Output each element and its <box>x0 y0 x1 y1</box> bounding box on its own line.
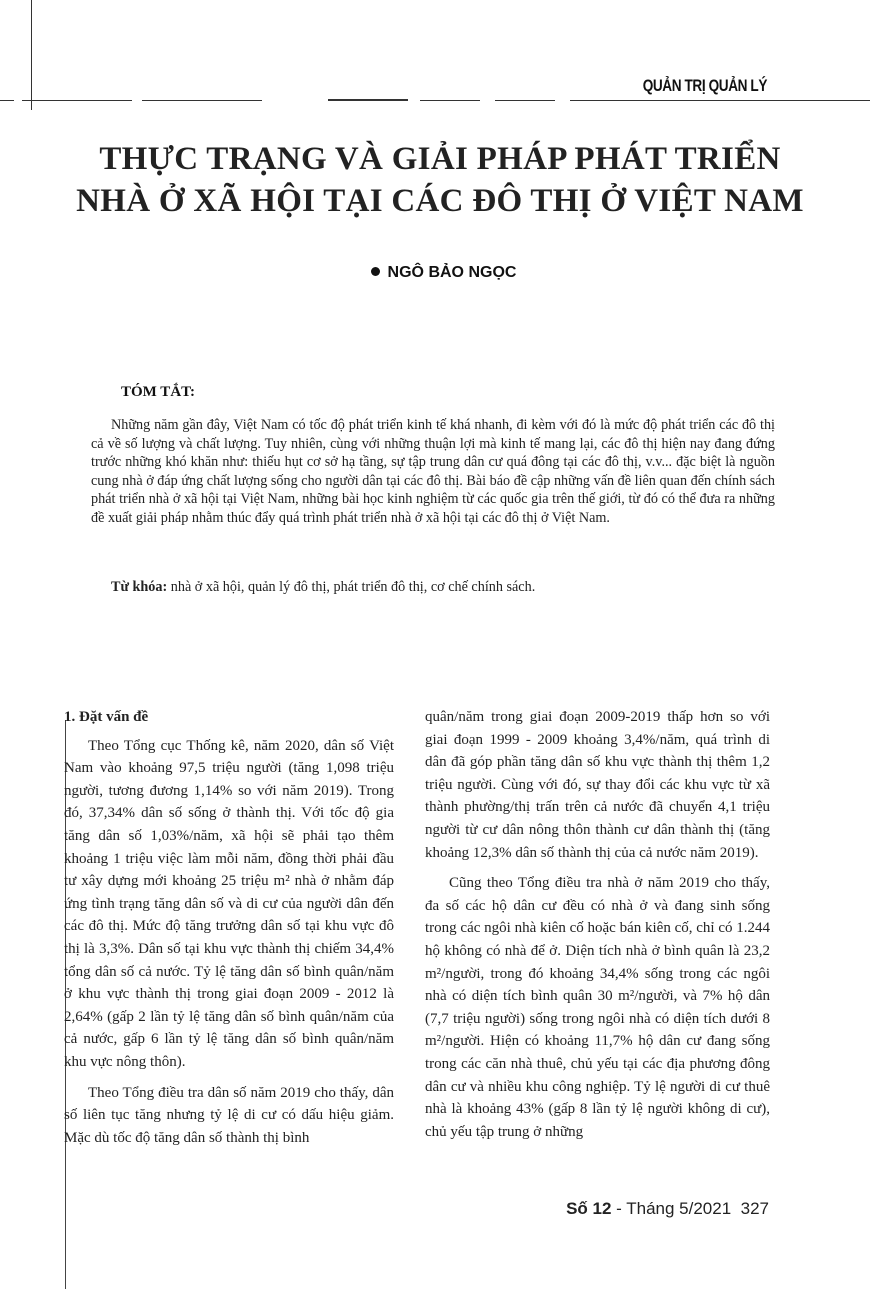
article-title <box>40 138 840 222</box>
section-label: QUẢN TRỊ QUẢN LÝ <box>642 76 767 95</box>
author-byline <box>0 264 887 282</box>
abstract-body <box>91 416 775 527</box>
header-rule <box>570 100 870 101</box>
margin-rule-top <box>31 0 32 110</box>
title-line-1: THỰC TRẠNG VÀ GIẢI PHÁP PHÁT TRIỂN <box>99 141 781 177</box>
paragraph: Theo Tổng cục Thống kê, năm 2020, dân số Việt Nam vào khoảng 97,5 triệu người (tăng 1,098 triệu người, tương đương 1,14% so với năm 2019). Trong đó, 37,34% dân số sống ở thành thị. Với tốc độ gia tăng dân số 1,03%/năm, xã hội sẽ phải tạo thêm khoảng 1 triệu việc làm mỗi năm, đồng thời phải đầu tư xây dựng mới khoảng 25 triệu m² nhà ở nhằm đáp ứng tình trạng tăng dân số và di cư của người dân đến các đô thị. Mức độ tăng trưởng dân số tại khu vực đô thị là 3,3%. Dân số tại khu vực thành thị chiếm 34,4% tổng dân số cả nước. Tỷ lệ tăng dân số bình quân/năm ở khu vực thành thị trong giai đoạn 2009 - 2012 là 2,64% (gấp 2 lần tỷ lệ tăng dân số bình quân/năm của cả nước, gấp 6 lần tỷ lệ tăng dân số bình quân/năm khu vực nông thôn). <box>64 737 394 1070</box>
page-footer <box>566 1199 769 1219</box>
abstract-text: Những năm gần đây, Việt Nam có tốc độ phát triển kinh tế khá nhanh, đi kèm với đó là mức độ phát triển các đô thị cả về số lượng và chất lượng. Tuy nhiên, cùng với những thuận lợi mà kinh tế mang lại, các đô thị hiện nay đang đứng trước những khó khăn như: thiếu hụt cơ sở hạ tầng, sự tập trung dân cư quá đông tại các đô thị, v.v... đặc biệt là nguồn cung nhà ở đáp ứng chất lượng sống cho người dân tại các đô thị. Bài báo đề cập những vấn đề liên quan đến chính sách phát triển nhà ở xã hội tại Việt Nam, những bài học kinh nghiệm từ các quốc gia trên thế giới, từ đó có thể đưa ra những đề xuất giải pháp nhằm thúc đẩy quá trình phát triển nhà ở xã hội tại các đô thị ở Việt Nam. <box>91 417 775 526</box>
section-heading: 1. Đặt vấn đề <box>64 709 149 725</box>
title-line-2: NHÀ Ở XÃ HỘI TẠI CÁC ĐÔ THỊ Ở VIỆT NAM <box>76 183 804 219</box>
issue-date: - Tháng 5/2021 <box>611 1199 732 1218</box>
abstract-heading: TÓM TẮT: <box>121 384 196 400</box>
issue-label: Số 12 <box>566 1199 612 1218</box>
paragraph: Cũng theo Tổng điều tra nhà ở năm 2019 cho thấy, đa số các hộ dân cư đều có nhà ở và đang sinh sống trong các ngôi nhà kiên cố hoặc bán kiên cố, chỉ có 1.244 hộ không có nhà để ở. Diện tích nhà ở bình quân là 23,2 m²/người, trong đó khoảng 34,4% sống trong các ngôi nhà có diện tích bình quân 30 m²/người, và 7% hộ dân (7,7 triệu người) sống trong ngôi nhà có diện tích dưới 8 m²/người. Hiện có khoảng 11,7% hộ dân cư đang sống trong các căn nhà thuê, chủ yếu tại các địa phương đông dân cư và nhiều khu công nghiệp. Tỷ lệ người di cư thuê nhà là khoảng 43% (gấp 8 lần tỷ lệ người không di cư), chủ yếu tập trung ở những <box>425 875 770 1140</box>
bullet-icon <box>371 267 380 276</box>
header-rule <box>0 100 14 101</box>
paragraph: Theo Tổng điều tra dân số năm 2019 cho thấy, dân số liên tục tăng nhưng tỷ lệ di cư có dấu hiệu giảm. Mặc dù tốc độ tăng dân số thành thị bình <box>64 1084 394 1146</box>
left-column <box>64 706 394 1157</box>
paragraph: quân/năm trong giai đoạn 2009-2019 thấp hơn so với giai đoạn 1999 - 2009 khoảng 3,4%/năm, quá trình di dân đã góp phần tăng dân số khu vực thành thị thêm 1,2 triệu người. Cùng với đó, sự thay đổi các khu vực từ xã thành phường/thị trấn trên cả nước đã chuyển 4,1 triệu người từ cư dân nông thôn thành cư dân thành thị (tăng khoảng 12,3% dân số thành thị của cả nước năm 2019). <box>425 709 770 861</box>
page-number: 327 <box>740 1199 769 1218</box>
right-column <box>425 706 770 1151</box>
header-rule <box>420 100 480 101</box>
keywords-list: nhà ở xã hội, quản lý đô thị, phát triển đô thị, cơ chế chính sách. <box>167 579 536 595</box>
header-rule <box>328 99 408 101</box>
author-name: NGÔ BẢO NGỌC <box>387 264 517 281</box>
header-rule <box>142 100 262 101</box>
keywords <box>111 578 771 597</box>
header-rule <box>22 100 132 101</box>
header-rule <box>495 100 555 101</box>
keywords-label: Từ khóa: <box>111 579 168 595</box>
